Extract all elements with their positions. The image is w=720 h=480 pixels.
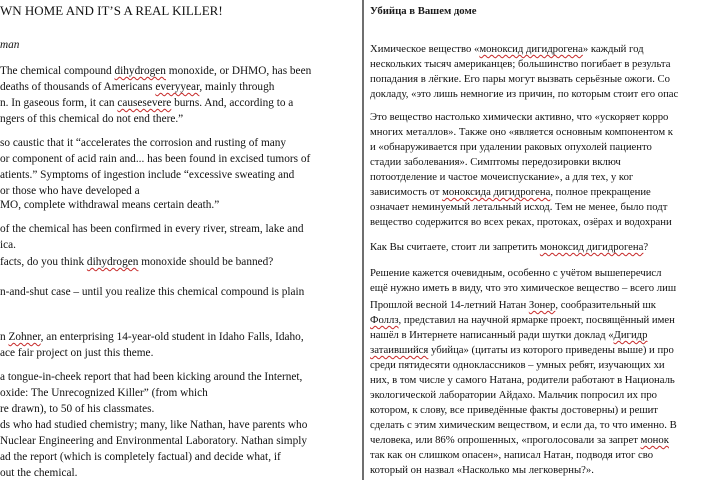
text-run: и «обнаруживается при удалении раковых опухолей пациенто	[370, 141, 652, 153]
misspelled-word: Zohner	[8, 331, 41, 343]
text-line	[370, 125, 673, 139]
text-run: of the chemical has been confirmed in every river, stream, lake and	[0, 223, 304, 235]
misspelled-word: моноксид дигидрогена	[539, 241, 644, 253]
text-run: , представил на научной ярмарке проект, посвящённый имен	[398, 314, 675, 326]
text-line	[0, 418, 307, 432]
misspelled-word: dihydrogen	[114, 65, 166, 77]
misspelled-word: моноксида дигидрогена	[442, 186, 551, 198]
text-line	[370, 87, 678, 101]
text-line	[0, 285, 304, 299]
text-line	[0, 198, 219, 212]
text-line	[0, 136, 286, 150]
text-line	[370, 448, 653, 462]
text-run: вещество содержится во всех реках, протоках, озёрах и водохрани	[370, 216, 672, 228]
text-run: Убийца в Вашем доме	[370, 5, 477, 17]
text-line	[370, 72, 670, 86]
text-line	[370, 463, 594, 477]
text-line	[370, 313, 675, 327]
text-line	[0, 222, 304, 236]
text-line	[370, 200, 667, 214]
text-run: Решение кажется очевидным, особенно с учётом вышеперечисл	[370, 267, 662, 279]
text-run: нескольких тысяч американцев; большинство погибает в результа	[370, 58, 671, 70]
text-line	[370, 42, 644, 56]
text-run: ica.	[0, 239, 16, 251]
text-run: or those who have developed a	[0, 185, 140, 197]
text-line	[0, 152, 310, 166]
text-line	[0, 450, 281, 464]
text-run: так как он слишком опасен», написал Натан, подводя итог сво	[370, 449, 654, 461]
misspelled-word: затаившийся	[370, 344, 429, 356]
text-line	[370, 155, 621, 169]
document-title	[0, 4, 223, 18]
text-line	[0, 112, 183, 126]
text-run: , полное прекращение	[550, 186, 651, 198]
text-run: n. In gaseous form, it can	[0, 97, 118, 109]
text-run: out the chemical.	[0, 467, 78, 479]
text-line	[370, 57, 670, 71]
text-run: WN HOME AND IT’S A REAL KILLER!	[0, 3, 223, 18]
text-line	[0, 238, 16, 252]
text-run: ace fair project on just this theme.	[0, 347, 154, 359]
text-run: deaths of thousands of Americans	[0, 81, 156, 93]
text-run: , an enterprising 14-year-old student in Idaho Falls, Idaho,	[40, 331, 304, 343]
text-run: a tongue-in-cheek report that had been kicking around the Internet,	[0, 371, 303, 383]
text-line	[0, 38, 19, 52]
misspelled-word: everyyear	[155, 81, 200, 93]
text-line	[0, 96, 293, 110]
text-line	[0, 346, 153, 360]
text-run: попадания в лёгкие. Его пары могут вызвать серьёзные ожоги. Со	[370, 73, 671, 85]
text-line	[370, 343, 674, 357]
text-run: среди пятидесяти одноклассников – умных ребят, изучающих хи	[370, 359, 665, 371]
text-run: ad the report (which is completely factual) and decide what, if	[0, 451, 281, 463]
document-title	[370, 4, 476, 18]
text-line	[370, 170, 633, 184]
russian-document-pane[interactable]	[364, 0, 720, 480]
text-run: oxide: The Unrecognized Killer” (from which	[0, 387, 208, 399]
text-run: n	[0, 331, 9, 343]
text-run: ещё нужно иметь в виду, что это химическое вещество – всего лиш	[370, 282, 677, 294]
text-run: нашёл в Интернете написанный ради шутки доклад «	[370, 329, 614, 341]
text-run: n-and-shut case – until you realize this chemical compound is plain	[0, 286, 305, 298]
text-run: re drawn), to 50 of his classmates.	[0, 403, 155, 415]
text-line	[370, 328, 647, 342]
text-line	[370, 266, 662, 280]
text-run: человека, или 86% опрошенных, «проголосовали за запрет	[370, 434, 641, 446]
misspelled-word: монок	[640, 434, 669, 446]
text-run: , mainly through	[199, 81, 275, 93]
text-line	[370, 281, 676, 295]
text-run: ?	[643, 241, 649, 253]
text-line	[0, 386, 208, 400]
text-line	[0, 330, 304, 344]
text-run: Прошлой весной 14-летний Натан	[370, 299, 529, 311]
text-run: » каждый год	[582, 43, 644, 55]
text-run: monoxide, or DHMO, has been	[165, 65, 312, 77]
text-line	[0, 466, 77, 480]
misspelled-word: dihydrogen	[86, 256, 139, 268]
misspelled-word: Дигидр	[613, 329, 648, 341]
text-line	[0, 64, 311, 78]
text-run: burns. And, according to a	[171, 97, 294, 109]
text-run: означает неминуемый летальный исход. Тем не менее, было подт	[370, 201, 668, 213]
text-run: зависимость от	[370, 186, 443, 198]
text-run: , сообразительный шк	[555, 299, 656, 311]
text-line	[0, 255, 273, 269]
text-line	[370, 110, 668, 124]
text-run: убийца» (цитаты из которого приведены выше) и про	[428, 344, 674, 356]
text-run: The chemical compound	[0, 65, 115, 77]
text-run: потоотделение и частое мочеиспускание», а для тех, у ког	[370, 171, 634, 183]
text-line	[0, 370, 302, 384]
text-run: facts, do you think	[0, 256, 87, 268]
text-run: Nuclear Engineering and Environmental Laboratory. Nathan simply	[0, 435, 308, 447]
text-line	[370, 140, 652, 154]
text-run: Как Вы считаете, стоит ли запретить	[370, 241, 540, 253]
text-run: or component of acid rain and... has been found in excised tumors of	[0, 153, 311, 165]
text-run: них, в том числе у самого Натана, родители работают в Националь	[370, 374, 675, 386]
text-run: стадии заболевания». Симптомы передозировки включ	[370, 156, 621, 168]
text-line	[370, 298, 656, 312]
text-run: ngers of this chemical do not end there.”	[0, 113, 184, 125]
text-run: котором, к слову, все приведённые факты достоверны) и решит	[370, 404, 658, 416]
text-line	[370, 388, 657, 402]
text-run: Химическое вещество «	[370, 43, 480, 55]
text-run: so caustic that it “accelerates the corrosion and rusting of many	[0, 137, 287, 149]
text-line	[370, 403, 658, 417]
misspelled-word: causesevere	[117, 97, 172, 109]
text-line	[0, 434, 307, 448]
text-run: который он назвал «Насколько мы легковерны?».	[370, 464, 594, 476]
text-run: atients.” Symptoms of ingestion include “excessive sweating and	[0, 169, 295, 181]
text-line	[370, 433, 669, 447]
misspelled-word: моноксид дигидрогена	[479, 43, 583, 55]
text-line	[370, 185, 651, 199]
text-line	[0, 80, 274, 94]
text-run: Это вещество настолько химически активно, что «ускоряет корро	[370, 111, 669, 123]
text-line	[370, 215, 672, 229]
text-line	[370, 240, 648, 254]
text-line	[370, 373, 675, 387]
text-run: многих металлов». Также оно «является основным компонентом к	[370, 126, 673, 138]
text-run: man	[0, 39, 20, 51]
text-line	[0, 168, 294, 182]
misspelled-word: Зонер	[528, 299, 556, 311]
text-run: докладу, «это лишь немногие из причин, по которым стоит его опас	[370, 88, 679, 100]
text-line	[0, 184, 140, 198]
text-run: MO, complete withdrawal means certain death.”	[0, 199, 220, 211]
text-line	[0, 402, 154, 416]
text-run: ds who had studied chemistry; many, like Nathan, have parents who	[0, 419, 308, 431]
text-line	[370, 418, 677, 432]
text-run: сделать с этим химическим веществом, и если да, то что именно. В	[370, 419, 677, 431]
text-run: monoxide should be banned?	[138, 256, 274, 268]
misspelled-word: Фоллз	[370, 314, 399, 326]
text-line	[370, 358, 665, 372]
text-run: экологической лаборатории Айдахо. Мальчик попросил их про	[370, 389, 658, 401]
